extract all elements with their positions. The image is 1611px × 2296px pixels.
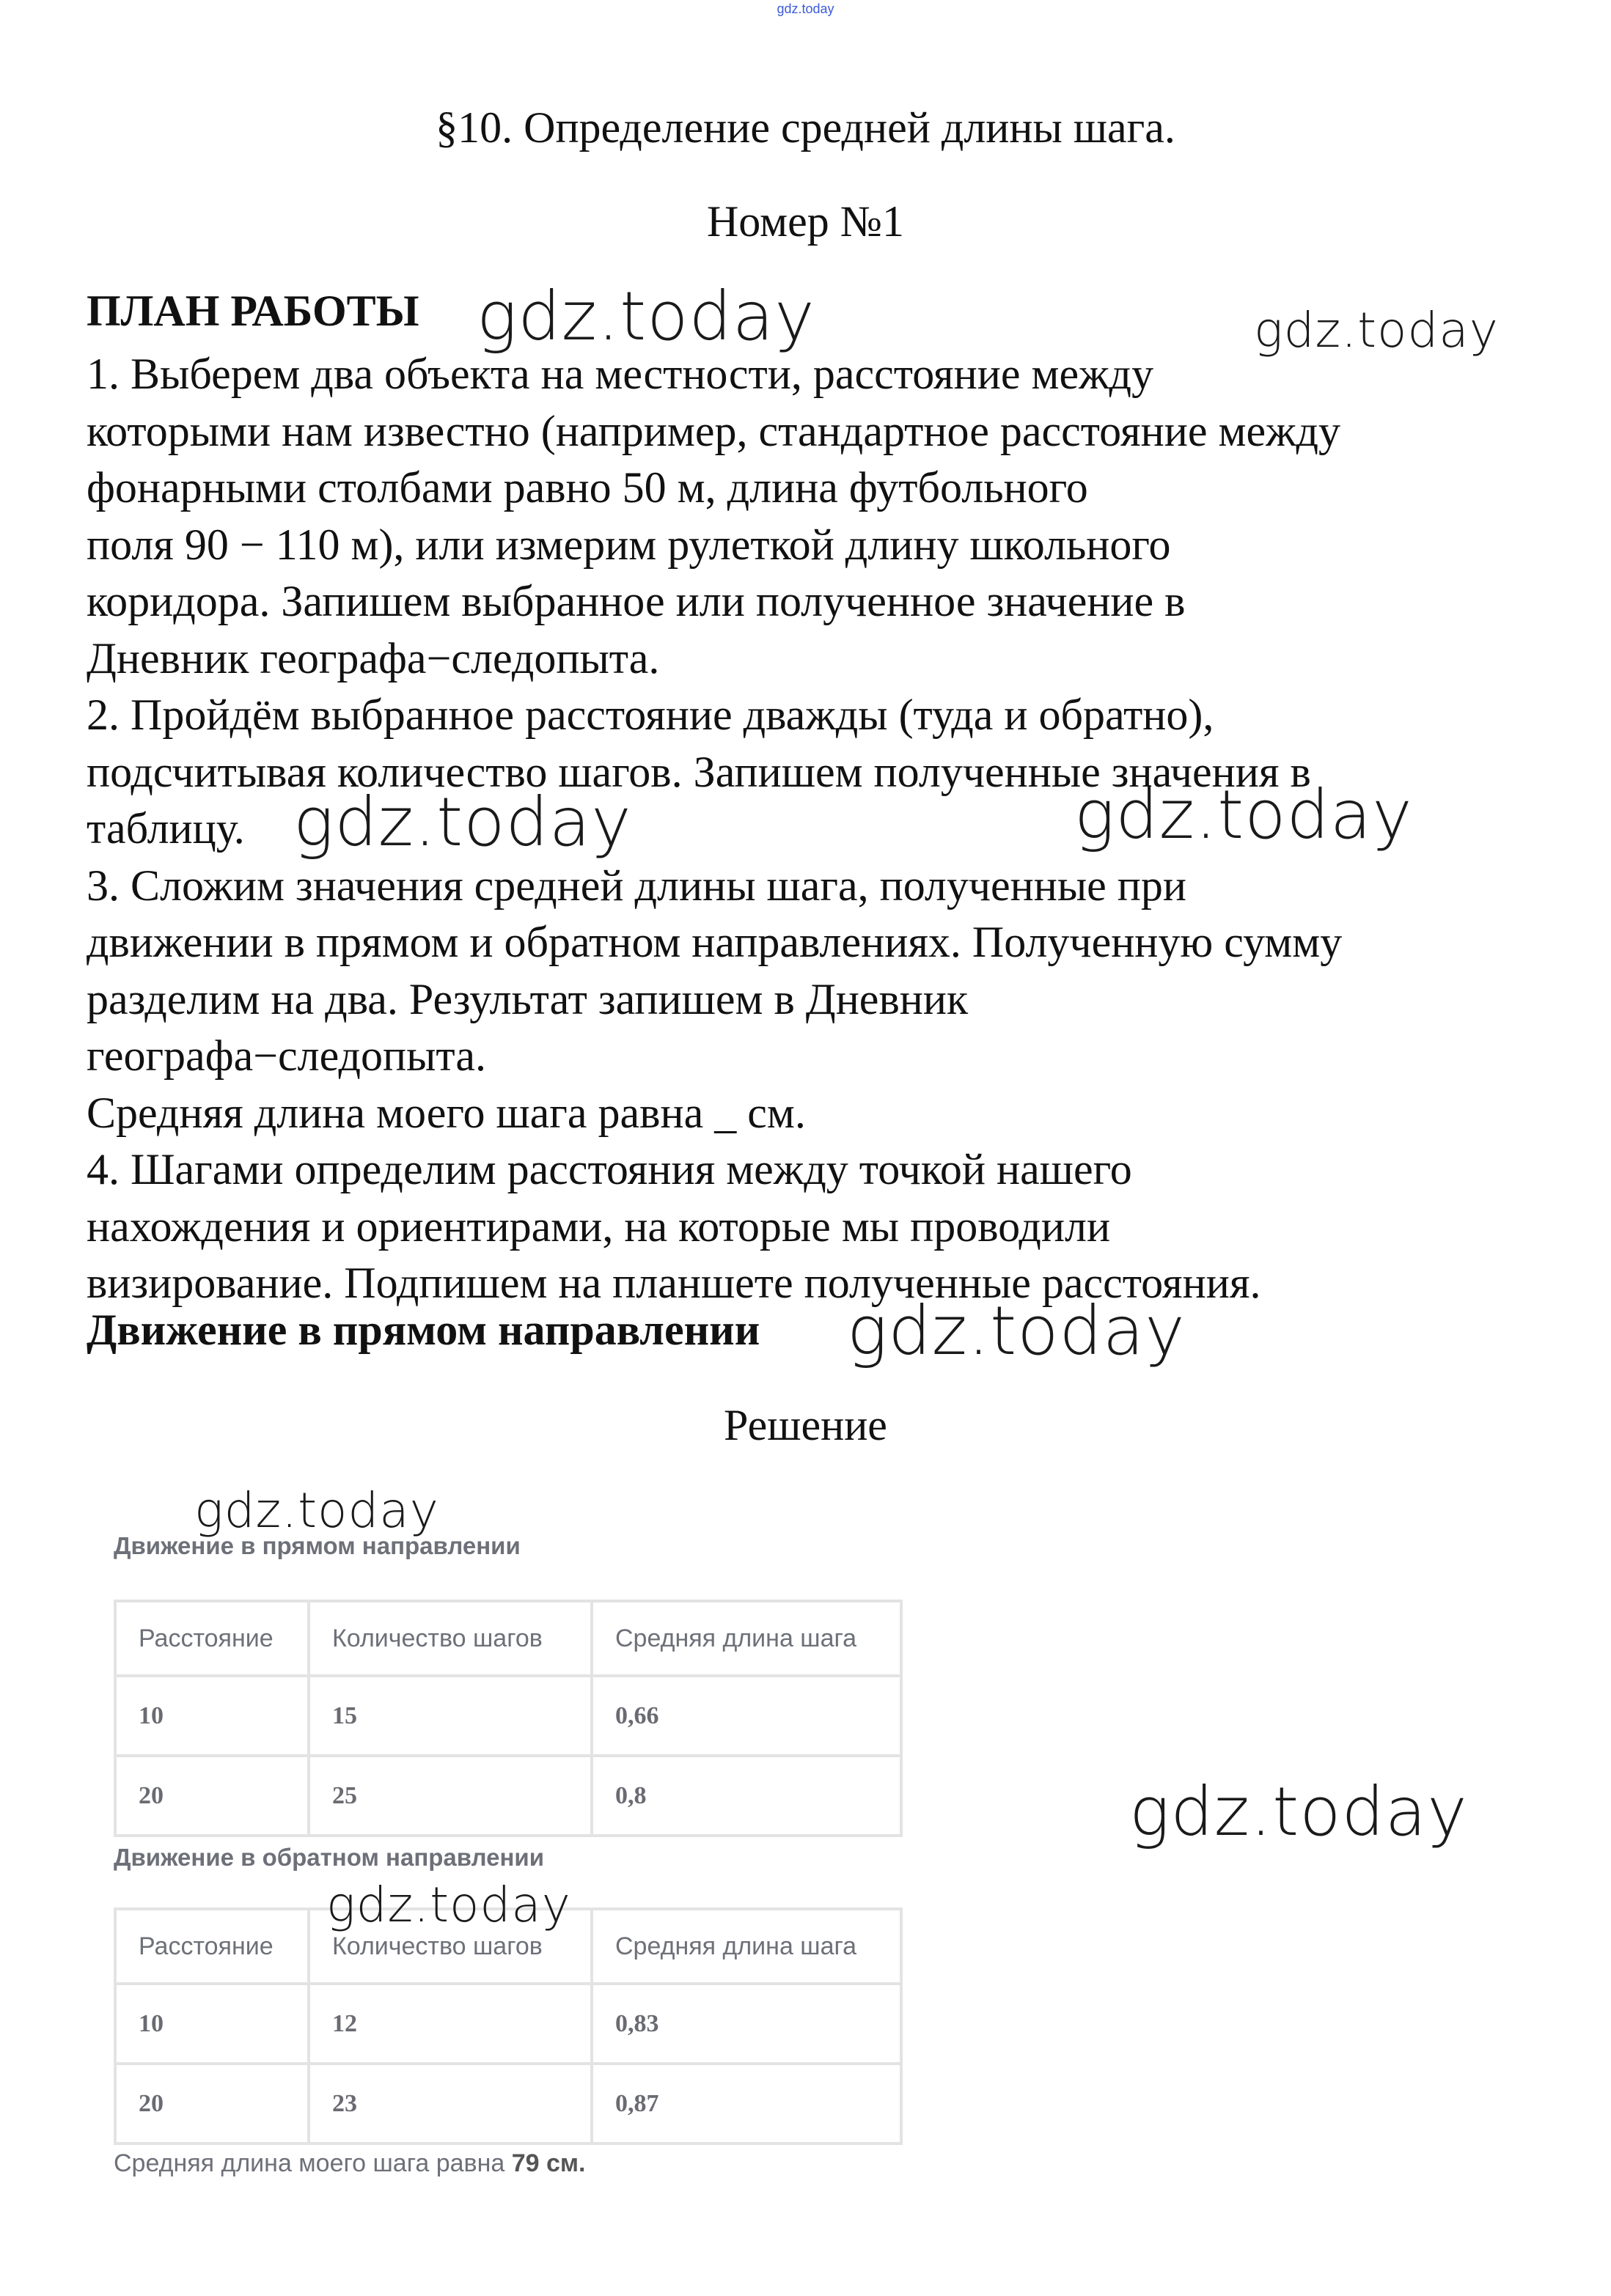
table-cell: 0,8 xyxy=(592,1756,901,1836)
text-line: 4. Шагами определим расстояния между точкой нашего xyxy=(87,1145,1132,1193)
table-cell: 20 xyxy=(115,1756,309,1836)
header-cell: Средняя длина шага xyxy=(592,1909,901,1984)
text-line: движении в прямом и обратном направлениях. Полученную сумму xyxy=(87,918,1343,966)
table-cell: 0,83 xyxy=(592,1984,901,2064)
table-cell: 25 xyxy=(309,1756,592,1836)
text-line: 3. Сложим значения средней длины шага, полученные при xyxy=(87,861,1187,910)
summary-value: 79 см. xyxy=(511,2149,586,2177)
backward-table xyxy=(114,1907,903,2145)
table-cell: 0,66 xyxy=(592,1676,901,1756)
header-cell: Количество шагов xyxy=(309,1601,592,1676)
text-line: коридора. Запишем выбранное или полученное значение в xyxy=(87,577,1186,625)
watermark: gdz.today xyxy=(293,783,632,861)
watermark: gdz.today xyxy=(326,1877,571,1933)
solution-label: Решение xyxy=(724,1401,887,1449)
table-cell: 12 xyxy=(309,1984,592,2064)
table-header-row xyxy=(115,1601,901,1676)
average-step-summary xyxy=(114,2149,586,2178)
text-line: Дневник географа−следопыта. xyxy=(87,633,660,682)
text-line: 2. Пройдём выбранное расстояние дважды (туда и обратно), xyxy=(87,691,1214,739)
top-watermark: gdz.today xyxy=(777,1,834,16)
watermark: gdz.today xyxy=(194,1482,439,1539)
forward-caption: Движение в прямом направлении xyxy=(114,1532,521,1559)
text-line: географа−следопыта. xyxy=(87,1031,486,1080)
watermark: gdz.today xyxy=(847,1292,1186,1370)
direct-heading: Движение в прямом направлении xyxy=(87,1306,760,1354)
page-title: §10. Определение средней длины шага. xyxy=(436,103,1175,152)
forward-table xyxy=(114,1600,903,1837)
text-line: подсчитывая количество шагов. Запишем полученные значения в xyxy=(87,747,1311,796)
text-line: визирование. Подпишем на планшете полученные расстояния. xyxy=(87,1259,1261,1307)
table-cell: 0,87 xyxy=(592,2064,901,2144)
text-line: которыми нам известно (например, стандартное расстояние между xyxy=(87,406,1341,455)
text-line: Средняя длина моего шага равна _ см. xyxy=(87,1088,806,1137)
table-cell: 23 xyxy=(309,2064,592,2144)
text-line: разделим на два. Результат запишем в Дневник xyxy=(87,974,969,1023)
header-cell: Расстояние xyxy=(115,1601,309,1676)
exercise-number: Номер №1 xyxy=(706,197,905,246)
header-cell: Средняя длина шага xyxy=(592,1601,901,1676)
table-row xyxy=(115,1676,901,1756)
text-line: поля 90 − 110 м), или измерим рулеткой длину школьного xyxy=(87,520,1171,569)
table-cell: 10 xyxy=(115,1984,309,2064)
text-line: таблицу. xyxy=(87,804,245,853)
text-line: фонарными столбами равно 50 м, длина футбольного xyxy=(87,463,1088,512)
watermark: gdz.today xyxy=(477,277,815,356)
plan-heading: ПЛАН РАБОТЫ xyxy=(87,287,419,335)
watermark: gdz.today xyxy=(1254,302,1499,358)
table-cell: 15 xyxy=(309,1676,592,1756)
table-row xyxy=(115,1984,901,2064)
watermark: gdz.today xyxy=(1129,1773,1468,1851)
table-row xyxy=(115,1756,901,1836)
header-cell: Количество шагов xyxy=(309,1909,592,1984)
watermark: gdz.today xyxy=(1074,776,1413,854)
header-cell: Расстояние xyxy=(115,1909,309,1984)
backward-caption: Движение в обратном направлении xyxy=(114,1844,545,1871)
table-cell: 10 xyxy=(115,1676,309,1756)
text-line: нахождения и ориентирами, на которые мы проводили xyxy=(87,1202,1111,1251)
summary-text: Средняя длина моего шага равна xyxy=(114,2149,512,2177)
table-cell: 20 xyxy=(115,2064,309,2144)
table-row xyxy=(115,2064,901,2144)
text-line: 1. Выберем два объекта на местности, расстояние между xyxy=(87,350,1154,398)
